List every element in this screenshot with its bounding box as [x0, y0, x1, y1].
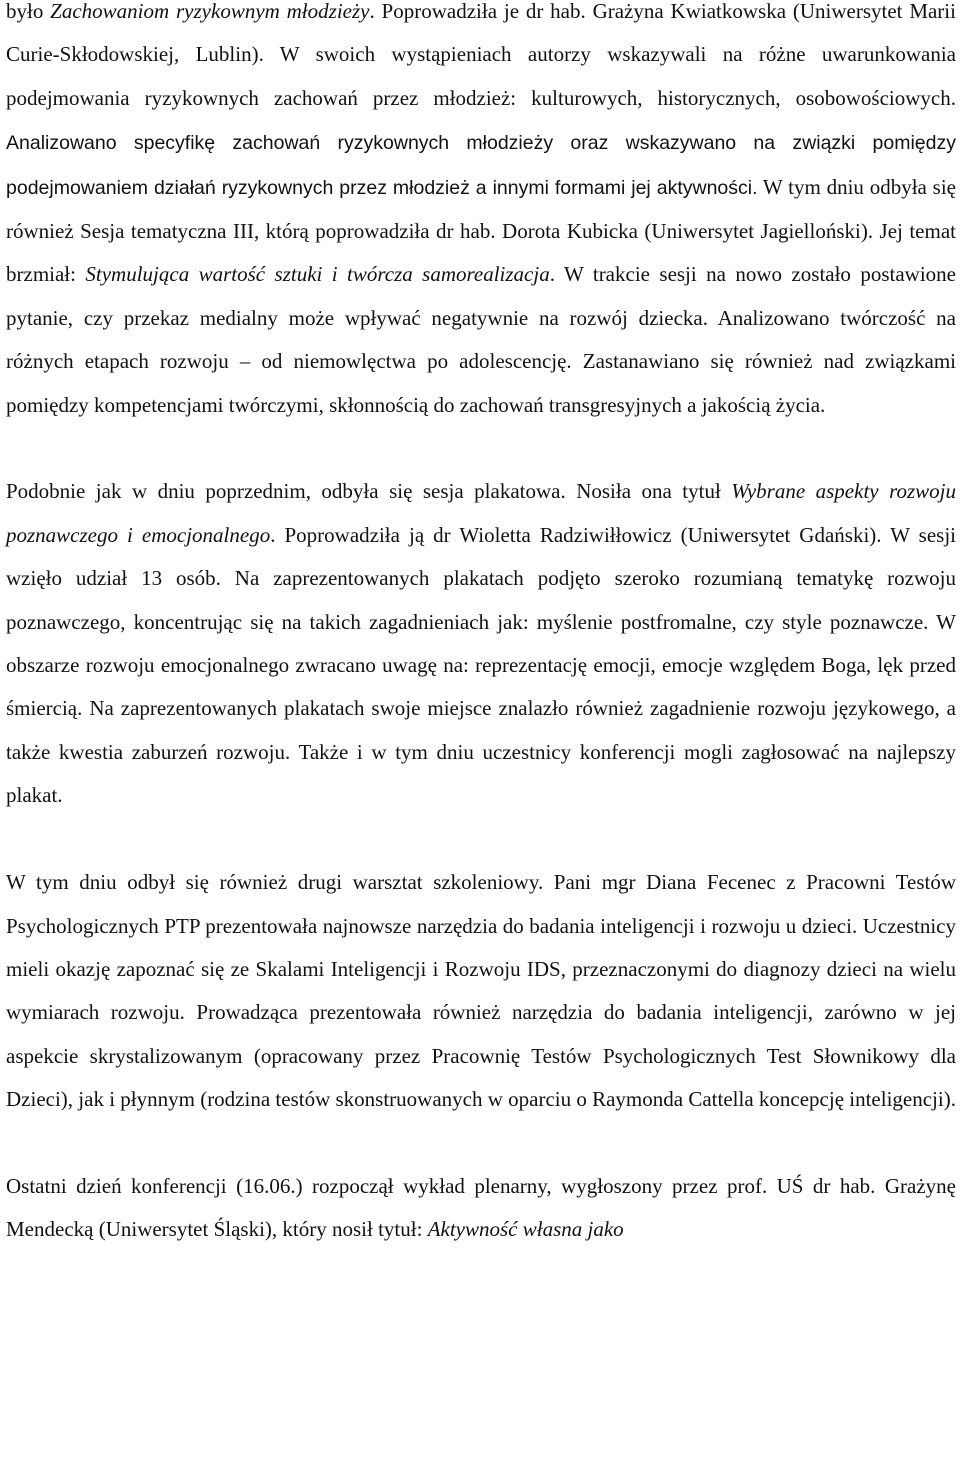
- text-segment: . Poprowadziła je dr hab. Grażyna Kwiatkowska (Uniwersytet Marii Curie-Skłodowskiej, Lublin). W swoich wystąpieniach autorzy wskazywali na różne uwarunkowania podejmowania ryzykownych zachowań przez młodzież: kulturowych, historycznych, osobowościowych.: [6, 0, 956, 110]
- paragraph-gap: [6, 818, 956, 861]
- text-segment: W tym dniu odbył się również drugi warsztat szkoleniowy. Pani mgr Diana Fecenec z Pracowni Testów Psychologicznych PTP prezentowała najnowsze narzędzia do badania inteligencji i rozwoju u dzieci. Uczestnicy mieli okazję zapoznać się ze Skalami Inteligencji i Rozwoju IDS, przeznaczonymi do diagnozy dzieci na wielu wymiarach rozwoju. Prowadząca prezentowała również narzędzia do badania inteligencji, zarówno w jej aspekcie skrystalizowanym (opracowany przez Pracownię Testów Psychologicznych Test Słownikowy dla Dzieci), jak i płynnym (rodzina testów skonstruowanych w oparciu o Raymonda Cattella koncepcję inteligencji).: [6, 870, 956, 1112]
- text-segment: . W trakcie sesji na nowo zostało postawione pytanie, czy przekaz medialny może wpływać negatywnie na rozwój dziecka. Analizowano twórczość na różnych etapach rozwoju – od niemowlęctwa po adolescencję. Zastanawiano się również nad związkami pomiędzy kompetencjami twórczymi, skłonnością do zachowań transgresyjnych a jakością życia.: [6, 262, 956, 417]
- text-segment: W tym dniu odbyła się również Sesja tematyczna III, którą poprowadziła dr hab. Dorota Kubicka (Uniwersytet Jagielloński). Jej temat brzmiał:: [6, 174, 956, 287]
- text-segment: było: [6, 0, 51, 23]
- paragraph-risky-behaviour-session: [6, 0, 956, 427]
- document-page: [6, 0, 956, 1252]
- text-segment: . Poprowadziła ją dr Wioletta Radziwiłłowicz (Uniwersytet Gdański). W sesji wzięło udział 13 osób. Na zaprezentowanych plakatach podjęto szeroko rozumianą tematykę rozwoju poznawczego, koncentrując się na takich zagadnieniach jak: myślenie postfromalne, czy style poznawcze. W obszarze rozwoju emocjonalnego zwracano uwagę na: reprezentację emocji, emocje względem Boga, lęk przed śmiercią. Na zaprezentowanych plakatach swoje miejsce znalazło również zagadnienie rozwoju językowego, a także kwestia zaburzeń rozwoju. Także i w tym dniu uczestnicy konferencji mogli zagłosować na najlepszy plakat.: [6, 522, 957, 808]
- lecture-title-italic: Aktywność własna jako: [427, 1217, 624, 1242]
- text-segment: Ostatni dzień konferencji (16.06.) rozpoczął wykład plenarny, wygłoszony przez prof. UŚ dr hab. Grażynę Mendecką (Uniwersytet Śląski), który nosił tytuł:: [6, 1173, 956, 1242]
- paragraph-last-day: [6, 1165, 956, 1252]
- session-title-italic: Zachowaniom ryzykownym młodzieży: [50, 0, 370, 23]
- paragraph-gap: [6, 427, 956, 470]
- paragraph-gap: [6, 1122, 956, 1165]
- session-title-italic: Wybrane aspekty rozwoju poznawczego i emocjonalnego: [6, 479, 956, 547]
- text-segment-sans: Analizowano specyfikę zachowań ryzykownych młodzieży oraz wskazywano na związki pomiędzy podejmowaniem działań ryzykownych przez młodzież a innymi formami jej aktywności.: [6, 132, 956, 199]
- text-segment: Podobnie jak w dniu poprzednim, odbyła się sesja plakatowa. Nosiła ona tytuł: [6, 479, 732, 504]
- paragraph-workshop: [6, 861, 956, 1121]
- session-title-italic: Stymulująca wartość sztuki i twórcza samorealizacja: [85, 262, 550, 287]
- paragraph-poster-session: [6, 470, 956, 817]
